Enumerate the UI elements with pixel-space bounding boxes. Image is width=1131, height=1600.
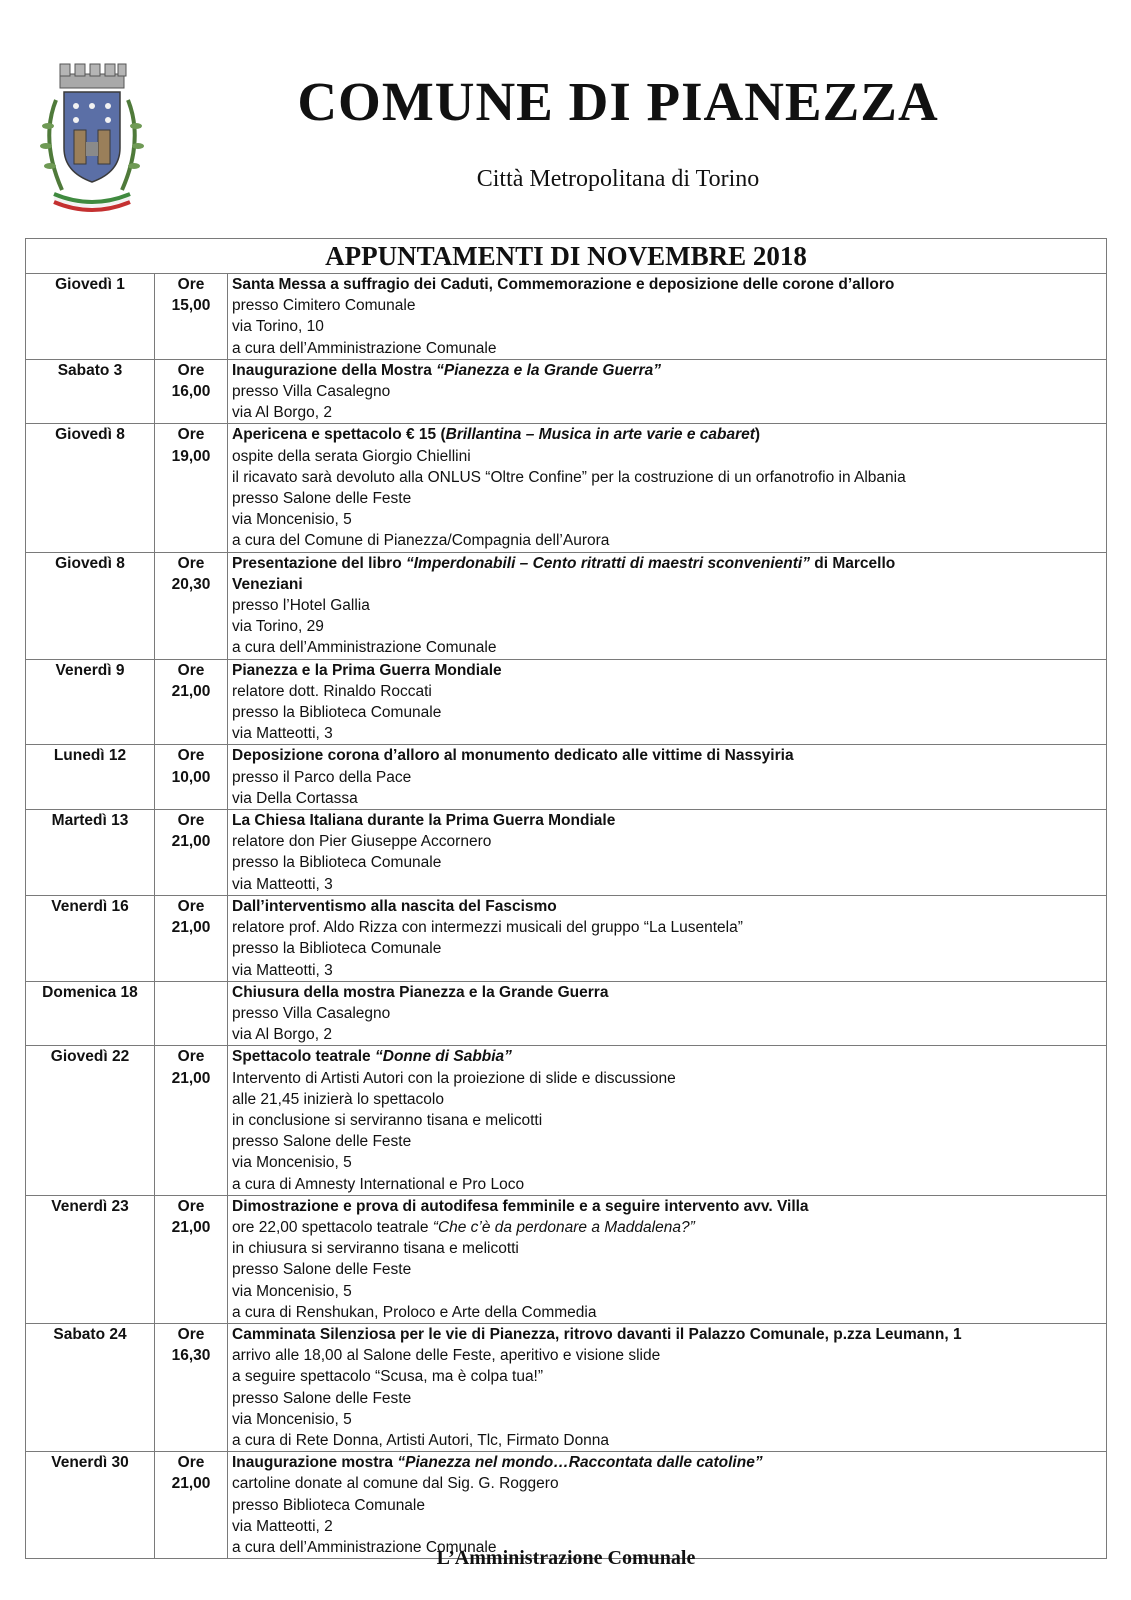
event-time-label: Ore — [177, 812, 205, 830]
event-line — [232, 530, 1106, 551]
event-description — [228, 745, 1107, 810]
event-row — [26, 659, 1107, 745]
event-time-cell — [155, 659, 228, 745]
event-line — [232, 681, 1106, 702]
event-time-label: Ore — [177, 1048, 205, 1066]
event-row — [26, 424, 1107, 552]
event-line — [232, 1046, 1106, 1067]
event-time: 19,00 — [171, 447, 211, 465]
event-line — [232, 488, 1106, 509]
event-line — [232, 896, 1106, 917]
event-line — [232, 424, 1106, 445]
event-text: a cura del Comune di Pianezza/Compagnia dell’Aurora — [232, 532, 610, 550]
event-text: a cura di Rete Donna, Artisti Autori, Tlc, Firmato Donna — [232, 1431, 610, 1449]
event-text: a cura dell’Amministrazione Comunale — [232, 1538, 497, 1556]
event-time-cell — [155, 274, 228, 360]
event-text: via Moncenisio, 5 — [232, 1154, 352, 1172]
event-line — [232, 1174, 1106, 1195]
event-day: Venerdì 16 — [26, 895, 155, 981]
event-time: 10,00 — [171, 768, 211, 786]
event-text: presso Salone delle Feste — [232, 490, 412, 508]
event-text: arrivo alle 18,00 al Salone delle Feste, aperitivo e visione slide — [232, 1347, 661, 1365]
event-line — [232, 316, 1106, 337]
event-line — [232, 1068, 1106, 1089]
event-text: Spettacolo teatrale — [232, 1048, 375, 1066]
event-line — [232, 274, 1106, 295]
event-line — [232, 874, 1106, 895]
event-line — [232, 852, 1106, 873]
event-time-label: Ore — [177, 426, 205, 444]
event-text: presso la Biblioteca Comunale — [232, 854, 442, 872]
event-text: via Al Borgo, 2 — [232, 404, 332, 422]
event-description — [228, 659, 1107, 745]
event-time-label: Ore — [177, 1454, 205, 1472]
event-line — [232, 295, 1106, 316]
event-text: presso l’Hotel Gallia — [232, 597, 370, 615]
event-text: in chiusura si serviranno tisana e melicotti — [232, 1240, 519, 1258]
event-line — [232, 1131, 1106, 1152]
event-text: via Della Cortassa — [232, 789, 358, 807]
event-time-cell — [155, 1323, 228, 1451]
event-time-cell — [155, 981, 228, 1046]
event-text: Camminata Silenziosa per le vie di Pianezza, ritrovo davanti il Palazzo Comunale, p.zza Leumann, 1 — [232, 1325, 962, 1343]
event-line — [232, 982, 1106, 1003]
event-line — [232, 1366, 1106, 1387]
event-text: via Al Borgo, 2 — [232, 1026, 332, 1044]
event-line — [232, 338, 1106, 359]
event-text: Inaugurazione mostra — [232, 1454, 398, 1472]
event-row — [26, 810, 1107, 896]
page-subtitle: Città Metropolitana di Torino — [476, 166, 760, 192]
event-line — [232, 1217, 1106, 1238]
event-row — [26, 981, 1107, 1046]
event-time-cell — [155, 1452, 228, 1559]
event-description — [228, 274, 1107, 360]
event-text: presso Villa Casalegno — [232, 1004, 391, 1022]
event-line — [232, 595, 1106, 616]
event-time: 20,30 — [171, 575, 211, 593]
event-text: ) — [754, 426, 761, 444]
event-text: Deposizione corona d’alloro al monumento dedicato alle vittime di Nassyiria — [232, 747, 794, 765]
event-time: 16,00 — [171, 383, 211, 401]
municipal-crest-logo — [34, 60, 152, 220]
event-text: via Matteotti, 3 — [232, 961, 333, 979]
event-time-label: Ore — [177, 747, 205, 765]
event-text: presso Biblioteca Comunale — [232, 1496, 425, 1514]
event-text: relatore prof. Aldo Rizza con intermezzi musicali del gruppo “La Lusentela” — [232, 919, 743, 937]
event-line — [232, 917, 1106, 938]
event-text: via Matteotti, 3 — [232, 725, 333, 743]
event-text: via Matteotti, 2 — [232, 1517, 333, 1535]
event-line — [232, 960, 1106, 981]
event-row — [26, 359, 1107, 424]
event-text: a seguire spettacolo “Scusa, ma è colpa tua!” — [232, 1368, 544, 1386]
event-text: “Che c’è da perdonare a Maddalena?” — [432, 1218, 695, 1236]
event-text: Santa Messa a suffragio dei Caduti, Commemorazione e deposizione delle corone d’alloro — [232, 276, 895, 293]
event-description — [228, 1195, 1107, 1323]
event-text: via Moncenisio, 5 — [232, 511, 352, 529]
event-line — [232, 1430, 1106, 1451]
event-text: Intervento di Artisti Autori con la proiezione di slide e discussione — [232, 1069, 676, 1087]
event-line — [232, 1473, 1106, 1494]
event-row — [26, 1195, 1107, 1323]
event-text: Dimostrazione e prova di autodifesa femminile e a seguire intervento avv. Villa — [232, 1197, 809, 1215]
event-row — [26, 1323, 1107, 1451]
events-table — [25, 238, 1107, 1559]
event-line — [232, 723, 1106, 744]
event-line — [232, 702, 1106, 723]
event-time-cell — [155, 1046, 228, 1195]
event-line — [232, 1281, 1106, 1302]
event-text: “Pianezza e la Grande Guerra” — [436, 361, 661, 379]
event-day: Giovedì 1 — [26, 274, 155, 360]
event-text: via Matteotti, 3 — [232, 875, 333, 893]
event-time: 15,00 — [171, 297, 211, 315]
event-text: cartoline donate al comune dal Sig. G. Roggero — [232, 1475, 559, 1493]
event-line — [232, 767, 1106, 788]
event-day: Lunedì 12 — [26, 745, 155, 810]
event-time-label: Ore — [177, 1197, 205, 1215]
event-text: ore 22,00 spettacolo teatrale — [232, 1218, 433, 1236]
event-line — [232, 1388, 1106, 1409]
event-text: presso Salone delle Feste — [232, 1389, 412, 1407]
event-text: presso la Biblioteca Comunale — [232, 940, 442, 958]
event-description — [228, 552, 1107, 659]
event-time-label: Ore — [177, 1325, 205, 1343]
event-text: “Pianezza nel mondo…Raccontata dalle catoline” — [397, 1454, 763, 1472]
event-line — [232, 1152, 1106, 1173]
event-text: il ricavato sarà devoluto alla ONLUS “Oltre Confine” per la costruzione di un orfanotrofio in Albania — [232, 468, 906, 486]
event-line — [232, 1409, 1106, 1430]
event-line — [232, 1516, 1106, 1537]
event-line — [232, 660, 1106, 681]
event-text: presso Salone delle Feste — [232, 1261, 412, 1279]
event-day: Giovedì 8 — [26, 552, 155, 659]
event-line — [232, 1089, 1106, 1110]
event-line — [232, 1259, 1106, 1280]
event-text: Chiusura della mostra Pianezza e la Grande Guerra — [232, 983, 609, 1001]
event-text: presso Cimitero Comunale — [232, 297, 416, 315]
event-text: in conclusione si serviranno tisana e melicotti — [232, 1111, 543, 1129]
event-time-cell — [155, 810, 228, 896]
event-description — [228, 359, 1107, 424]
event-line — [232, 1003, 1106, 1024]
event-time-cell — [155, 745, 228, 810]
event-time: 21,00 — [171, 1475, 211, 1493]
event-text: Veneziani — [232, 575, 303, 593]
event-line — [232, 810, 1106, 831]
event-description — [228, 895, 1107, 981]
event-time-label: Ore — [177, 554, 205, 572]
event-description — [228, 1046, 1107, 1195]
event-line — [232, 1024, 1106, 1045]
event-text: via Moncenisio, 5 — [232, 1282, 352, 1300]
event-line — [232, 831, 1106, 852]
event-line — [232, 446, 1106, 467]
event-time: 16,30 — [171, 1347, 211, 1365]
event-row — [26, 1452, 1107, 1559]
event-line — [232, 1302, 1106, 1323]
event-description — [228, 1323, 1107, 1451]
event-line — [232, 1452, 1106, 1473]
event-description — [228, 810, 1107, 896]
event-day: Giovedì 8 — [26, 424, 155, 552]
event-time-cell — [155, 359, 228, 424]
event-time: 21,00 — [171, 833, 211, 851]
event-day: Venerdì 30 — [26, 1452, 155, 1559]
event-time: 21,00 — [171, 1218, 211, 1236]
event-line — [232, 467, 1106, 488]
event-description — [228, 981, 1107, 1046]
event-text: alle 21,45 inizierà lo spettacolo — [232, 1090, 444, 1108]
event-row — [26, 1046, 1107, 1195]
event-day: Sabato 3 — [26, 359, 155, 424]
footer-signature: L’Amministrazione Comunale — [436, 1547, 696, 1569]
event-text: presso la Biblioteca Comunale — [232, 704, 442, 722]
event-line — [232, 1345, 1106, 1366]
event-time-cell — [155, 895, 228, 981]
event-row — [26, 274, 1107, 360]
event-time-label: Ore — [177, 661, 205, 679]
event-text: a cura di Renshukan, Proloco e Arte della Commedia — [232, 1303, 597, 1321]
event-text: presso Villa Casalegno — [232, 383, 391, 401]
event-row — [26, 552, 1107, 659]
event-time: 21,00 — [171, 682, 211, 700]
event-line — [232, 745, 1106, 766]
event-time: 21,00 — [171, 919, 211, 937]
event-description — [228, 1452, 1107, 1559]
event-line — [232, 1495, 1106, 1516]
event-text: presso il Parco della Pace — [232, 768, 412, 786]
event-time-cell — [155, 552, 228, 659]
event-line — [232, 1324, 1106, 1345]
event-text: Pianezza e la Prima Guerra Mondiale — [232, 661, 502, 679]
event-description — [228, 424, 1107, 552]
event-text: a cura dell’Amministrazione Comunale — [232, 339, 497, 357]
event-day: Domenica 18 — [26, 981, 155, 1046]
event-text: a cura dell’Amministrazione Comunale — [232, 639, 497, 657]
event-text: Apericena e spettacolo € 15 ( — [232, 426, 446, 444]
event-line — [232, 616, 1106, 637]
event-time-cell — [155, 1195, 228, 1323]
event-time-label: Ore — [177, 276, 205, 293]
event-row — [26, 895, 1107, 981]
event-text: Presentazione del libro — [232, 554, 406, 572]
event-text: via Torino, 10 — [232, 318, 324, 336]
event-text: “Imperdonabili – Cento ritratti di maestri sconvenienti” — [406, 554, 810, 572]
event-text: via Moncenisio, 5 — [232, 1410, 352, 1428]
event-line — [232, 1196, 1106, 1217]
event-time-label: Ore — [177, 361, 205, 379]
event-text: di Marcello — [809, 554, 896, 572]
table-heading-row — [26, 239, 1107, 274]
event-time: 21,00 — [171, 1069, 211, 1087]
event-line — [232, 360, 1106, 381]
event-line — [232, 574, 1106, 595]
event-text: relatore don Pier Giuseppe Accornero — [232, 833, 492, 851]
event-day: Giovedì 22 — [26, 1046, 155, 1195]
event-line — [232, 637, 1106, 658]
event-text: Inaugurazione della Mostra — [232, 361, 437, 379]
event-text: Dall’interventismo alla nascita del Fascismo — [232, 897, 557, 915]
event-day: Martedì 13 — [26, 810, 155, 896]
event-day: Sabato 24 — [26, 1323, 155, 1451]
event-text: “Donne di Sabbia” — [375, 1048, 512, 1066]
event-time-label: Ore — [177, 897, 205, 915]
event-line — [232, 381, 1106, 402]
page-title: COMUNE DI PIANEZZA — [297, 71, 939, 132]
event-line — [232, 788, 1106, 809]
event-text: relatore dott. Rinaldo Roccati — [232, 682, 432, 700]
event-text: Brillantina – Musica in arte varie e cabaret — [445, 426, 755, 444]
event-text: a cura di Amnesty International e Pro Loco — [232, 1175, 525, 1193]
event-text: ospite della serata Giorgio Chiellini — [232, 447, 471, 465]
event-line — [232, 402, 1106, 423]
event-text: La Chiesa Italiana durante la Prima Guerra Mondiale — [232, 812, 616, 830]
event-line — [232, 938, 1106, 959]
event-day: Venerdì 9 — [26, 659, 155, 745]
event-row — [26, 745, 1107, 810]
event-line — [232, 553, 1106, 574]
event-line — [232, 1238, 1106, 1259]
event-line — [232, 509, 1106, 530]
event-line — [232, 1110, 1106, 1131]
event-time-cell — [155, 424, 228, 552]
event-text: presso Salone delle Feste — [232, 1133, 412, 1151]
event-day: Venerdì 23 — [26, 1195, 155, 1323]
event-text: via Torino, 29 — [232, 618, 324, 636]
table-heading: APPUNTAMENTI DI NOVEMBRE 2018 — [26, 239, 1107, 274]
